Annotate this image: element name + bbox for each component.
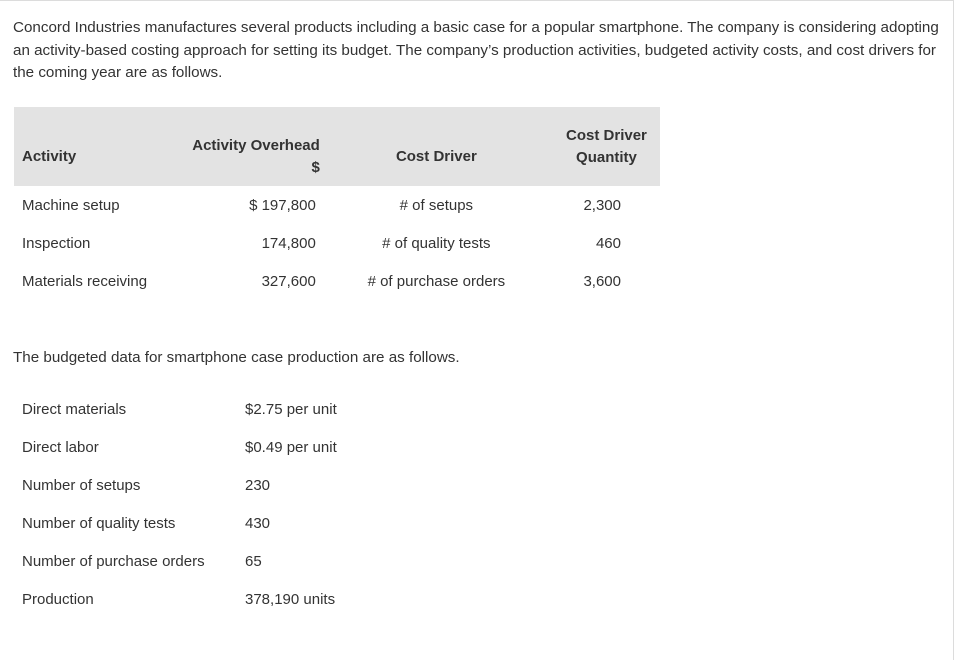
activity-cell: Machine setup bbox=[22, 196, 120, 214]
table-row bbox=[14, 580, 395, 618]
activity-cell: Inspection bbox=[22, 234, 91, 252]
header-quantity-line2: Quantity bbox=[576, 148, 637, 166]
header-cost-driver-quantity bbox=[553, 107, 660, 186]
activity-cell: Materials receiving bbox=[22, 272, 148, 290]
table-row bbox=[14, 428, 395, 466]
budget-value: 230 bbox=[245, 476, 271, 494]
overhead-cell: $ 197,800 bbox=[249, 196, 316, 214]
driver-cell: # of purchase orders bbox=[367, 272, 506, 290]
table-row bbox=[14, 390, 395, 428]
budget-label: Number of purchase orders bbox=[22, 552, 205, 570]
budget-value: 430 bbox=[245, 514, 271, 532]
table-row bbox=[14, 224, 660, 262]
intro-paragraph: Concord Industries manufactures several products including a basic case for a popular smartphone. The company is considering adopting an activity-based costing approach for setting its budget. The company’s production activities, budgeted activity costs, and cost drivers for the coming year are as follows. bbox=[13, 19, 939, 81]
budget-label: Number of quality tests bbox=[22, 514, 176, 532]
budget-label: Production bbox=[22, 590, 94, 608]
table-row bbox=[14, 186, 660, 224]
header-quantity-line1: Cost Driver bbox=[566, 126, 647, 144]
budget-value: 65 bbox=[245, 552, 262, 570]
overhead-cell: 327,600 bbox=[261, 272, 316, 290]
table-row bbox=[14, 262, 660, 300]
header-activity: Activity bbox=[22, 147, 77, 165]
overhead-cell: 174,800 bbox=[261, 234, 316, 252]
quantity-cell: 2,300 bbox=[583, 196, 621, 214]
budget-label: Direct labor bbox=[22, 438, 99, 456]
table-row bbox=[14, 466, 395, 504]
budget-value: $2.75 per unit bbox=[245, 400, 337, 418]
quantity-cell: 460 bbox=[595, 234, 621, 252]
table-row bbox=[14, 504, 395, 542]
budget-intro-paragraph: The budgeted data for smartphone case production are as follows. bbox=[13, 349, 460, 366]
driver-cell: # of setups bbox=[399, 196, 474, 214]
driver-cell: # of quality tests bbox=[382, 234, 491, 252]
budget-value: 378,190 units bbox=[245, 590, 336, 608]
budget-label: Number of setups bbox=[22, 476, 141, 494]
header-cost-driver: Cost Driver bbox=[395, 147, 477, 165]
activity-table bbox=[14, 107, 660, 300]
table-row bbox=[14, 542, 395, 580]
budget-table bbox=[14, 390, 395, 618]
budget-label: Direct materials bbox=[22, 400, 127, 418]
activity-table-header-row bbox=[14, 107, 660, 186]
quantity-cell: 3,600 bbox=[583, 272, 621, 290]
budget-value: $0.49 per unit bbox=[245, 438, 337, 456]
header-activity-overhead: Activity Overhead $ bbox=[192, 136, 320, 176]
